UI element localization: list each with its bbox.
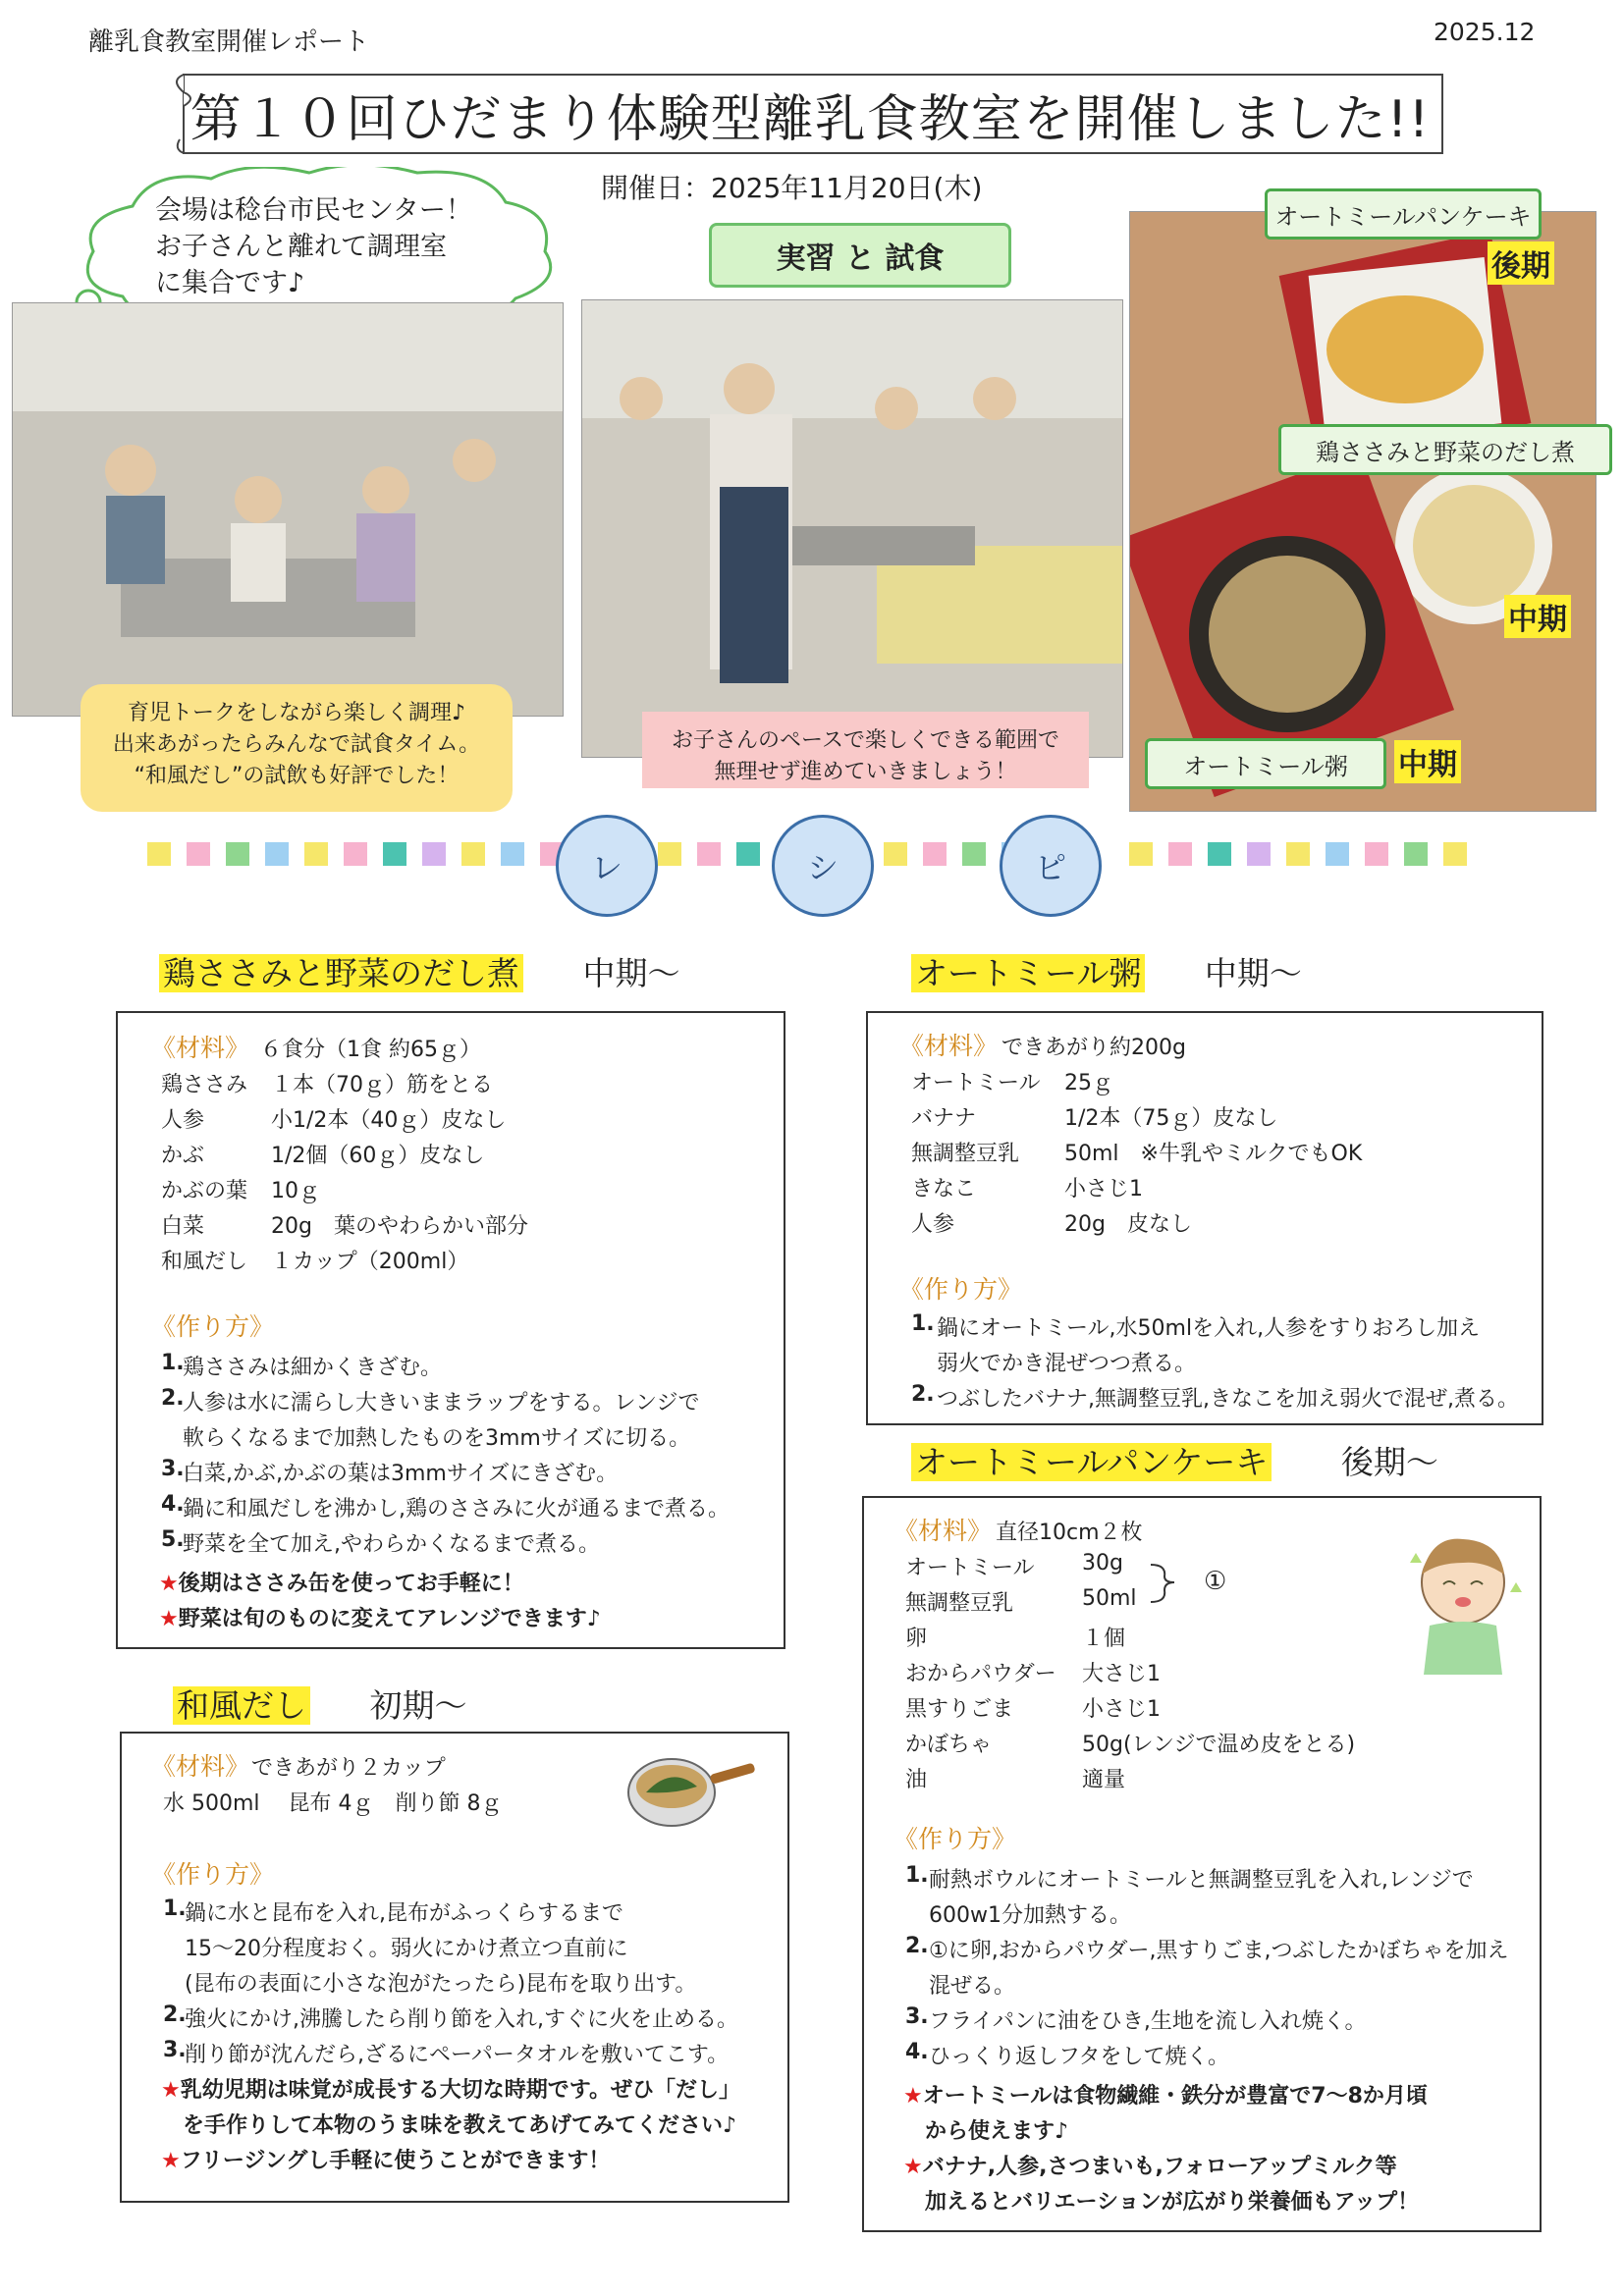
caption-yellow [81,684,513,812]
ingredient-name: かぼちゃ [905,1733,993,1757]
stage-dashini: 中期 [1504,595,1571,638]
caption-line: “和風だし”の試飲も好評でした！ [134,764,460,788]
recipe-a-heading [159,948,680,994]
ingredient-name: オートミール [911,1071,1041,1095]
tip [159,1567,524,1597]
ingredient-name: 油 [905,1768,928,1792]
ingredient-name: きなこ [911,1177,977,1201]
step-text: ひっくり返しフタをして焼く。 [929,2045,1230,2069]
step-number: 4. [161,1492,185,1517]
recipe-circle-shi: シ [772,815,874,917]
step-text: 削り節が沈んだら,ざるにペーパータオルを敷いてこす。 [185,2043,730,2067]
tip [161,2144,610,2174]
ingredient-qty: 小さじ1 [1064,1177,1143,1201]
step-text: フライパンに油をひき,生地を流し入れ焼く。 [929,2009,1367,2034]
star-icon: ★ [161,2149,181,2173]
recipe-d-materials-label: 《材料》 [893,1517,993,1545]
ingredient-name: 人参 [911,1212,955,1237]
ingredient-qty: 1/2本（75ｇ）皮なし [1064,1106,1278,1131]
step-number: 3. [163,2038,187,2062]
recipe-a-method-label: 《作り方》 [151,1312,275,1341]
bracket-mark: ① [1204,1567,1227,1596]
recipe-a-materials-label: 《材料》 [151,1034,250,1062]
tip [903,2150,1397,2180]
step-number: 2. [163,2002,187,2027]
ingredient-qty: 1/2個（60ｇ）皮なし [271,1144,485,1168]
ingredient-name: かぶ [161,1144,205,1168]
practice-label: 実習 と 試食 [709,223,1011,288]
star-icon: ★ [159,1572,179,1596]
star-icon: ★ [903,2084,923,2109]
star-icon: ★ [903,2155,923,2179]
caption-line: 出来あがったらみんなで試食タイム。 [112,732,481,757]
step-text: 人参は水に濡らし大きいままラップをする。レンジで [183,1391,700,1415]
step-text: ①に卵,おからパウダー,黒すりごま,つぶしたかぼちゃを加え [929,1939,1509,1963]
recipe-c-method-label: 《作り方》 [899,1275,1023,1304]
ingredient-qty: 50ml [1082,1586,1137,1611]
step-text: 耐熱ボウルにオートミールと無調整豆乳を入れ,レンジで [929,1868,1474,1893]
recipe-c-name: オートミール粥 [911,954,1145,992]
recipe-b-materials-label: 《材料》 [151,1752,250,1781]
recipe-a-box [116,1011,785,1649]
ingredient-qty: 50ml ※牛乳やミルクでもOK [1064,1142,1363,1166]
star-icon: ★ [159,1607,179,1631]
step-number: 3. [161,1457,185,1481]
step-number: 1. [905,1863,929,1888]
recipe-d-stage: 後期〜 [1340,1443,1438,1481]
tip [903,2079,1428,2109]
step-text: 鍋に和風だしを沸かし,鶏のささみに火が通るまで煮る。 [183,1497,730,1522]
tip-text: 加えるとバリエーションが広がり栄養価もアップ！ [925,2190,1420,2215]
cloud-line: に集合です♪ [155,268,305,298]
ingredient-qty: 20g 葉のやわらかい部分 [271,1214,528,1239]
cloud-text [155,192,509,301]
photo-dishes [1129,211,1597,812]
step-text: 白菜,かぶ,かぶの葉は3mmサイズにきざむ。 [183,1462,619,1486]
recipe-b-heading [173,1681,467,1727]
recipe-d-heading [911,1437,1438,1483]
tip-text: を手作りして本物のうま味を教えてあげてみてください♪ [183,2113,737,2138]
ingredient-qty: １本（70ｇ）筋をとる [271,1073,493,1097]
ingredient-qty: 小1/2本（40ｇ）皮なし [271,1108,507,1133]
caption-line: 無理せず進めていきましょう！ [714,760,1017,784]
ingredient-name: 無調整豆乳 [911,1142,1020,1166]
header-left: 離乳食教室開催レポート [88,27,370,57]
ingredient-name: 人参 [161,1108,205,1133]
step-text: つぶしたバナナ,無調整豆乳,きなこを加え弱火で混ぜ,煮る。 [937,1387,1519,1412]
recipe-b-materials-note: できあがり２カップ [251,1756,446,1781]
tip-text: 後期はささみ缶を使ってお手軽に！ [178,1572,524,1596]
tip-text: 野菜は旬のものに変えてアレンジできます♪ [178,1607,601,1631]
ingredient-qty: 20g 皮なし [1064,1212,1192,1237]
recipe-b-box [120,1732,789,2203]
caption-line: 育児トークをしながら楽しく調理♪ [127,701,466,725]
recipe-b-ingredients: 水 500ml 昆布 4ｇ 削り節 8ｇ [163,1791,503,1816]
ingredient-name: 無調整豆乳 [905,1591,1014,1616]
tip [161,2073,740,2104]
step-text: (昆布の表面に小さな泡がたったら)昆布を取り出す。 [185,1972,697,1997]
step-text: 15〜20分程度おく。弱火にかけ煮立つ直前に [185,1937,628,1961]
ingredient-qty: 50g(レンジで温め皮をとる) [1082,1733,1356,1757]
recipe-c-stage: 中期〜 [1204,954,1302,992]
step-number: 1. [163,1896,187,1921]
step-text: 鍋にオートミール,水50mlを入れ,人参をすりおろし加え [937,1316,1481,1341]
tag-pancake: オートミールパンケーキ [1265,188,1542,240]
recipe-d-method-label: 《作り方》 [893,1825,1017,1853]
step-text: 600w1分加熱する。 [929,1903,1131,1928]
recipe-d-materials-note: 直径10cm２枚 [996,1521,1143,1545]
step-text: 鍋に水と昆布を入れ,昆布がふっくらするまで [185,1901,623,1926]
ingredient-qty: 30g [1082,1551,1123,1575]
step-text: 野菜を全て加え,やわらかくなるまで煮る。 [183,1532,600,1557]
photo-practice [581,299,1123,758]
ingredient-qty: 適量 [1082,1768,1126,1792]
recipe-c-materials-note: できあがり約200g [1001,1036,1186,1060]
recipe-a-materials-note: ６食分（1食 約65ｇ） [260,1038,481,1062]
ingredient-name: かぶの葉 [161,1179,248,1203]
recipe-a-stage: 中期〜 [582,954,680,992]
ingredient-name: 卵 [905,1627,928,1651]
photo-placeholder [13,303,563,716]
dashi-pot-icon [623,1753,760,1842]
ingredient-qty: 小さじ1 [1082,1697,1161,1722]
recipe-c-heading [911,948,1302,994]
stage-pancake: 後期 [1488,241,1554,285]
step-text: 混ぜる。 [929,1974,1016,1999]
event-date: 開催日：2025年11月20日(木) [601,172,983,204]
photo-placeholder [1130,212,1596,811]
step-text: 強火にかけ,沸騰したら削り節を入れ,すぐに火を止める。 [185,2007,738,2032]
child-illustration-icon [1394,1523,1532,1681]
ingredient-name: オートミール [905,1556,1035,1580]
ingredient-qty: １カップ（200ml） [271,1250,469,1274]
tag-okayu: オートミール粥 [1145,738,1386,789]
header-date: 2025.12 [1434,18,1536,46]
recipe-b-name: 和風だし [173,1686,310,1725]
ingredient-qty: 25ｇ [1064,1071,1113,1095]
photo-placeholder [582,300,1122,757]
recipe-b-method-label: 《作り方》 [151,1860,275,1889]
recipe-d-name: オートミールパンケーキ [911,1443,1272,1481]
tag-dashini: 鶏ささみと野菜のだし煮 [1278,424,1612,475]
step-number: 2. [911,1382,935,1407]
bracket-icon [1149,1559,1198,1608]
recipe-a-name: 鶏ささみと野菜のだし煮 [159,954,523,992]
step-number: 1. [161,1351,185,1375]
recipe-circle-pi: ピ [1000,815,1102,917]
ingredient-qty: １個 [1082,1627,1126,1651]
step-number: 2. [161,1386,185,1411]
ingredient-name: 和風だし [161,1250,248,1274]
step-number: 2. [905,1934,929,1958]
ingredient-name: 白菜 [161,1214,205,1239]
page-title: 第１０回ひだまり体験型離乳食教室を開催しました!! [189,89,1431,149]
step-number: 1. [911,1311,935,1336]
cloud-line: お子さんと離れて調理室 [155,232,447,262]
tip-text: から使えます♪ [925,2119,1069,2144]
step-text: 鶏ささみは細かくきざむ。 [183,1356,443,1380]
caption-pink [642,712,1089,788]
recipe-circle-re: レ [556,815,658,917]
stage-okayu: 中期 [1394,740,1461,783]
star-icon: ★ [161,2078,181,2103]
cloud-line: 会場は稔台市民センター！ [155,195,472,226]
ingredient-qty: 10ｇ [271,1179,320,1203]
tip-text: フリージングし手軽に使うことができます！ [180,2149,611,2173]
tip [159,1602,601,1632]
recipe-d-box [862,1496,1542,2232]
caption-line: お子さんのペースで楽しくできる範囲で [672,728,1059,753]
ingredient-name: 黒すりごま [905,1697,1014,1722]
step-text: 軟らくなるまで加熱したものを3mmサイズに切る。 [183,1426,691,1451]
photo-cooking-room [12,302,564,717]
step-number: 3. [905,2004,929,2029]
tip-text: 乳幼児期は味覚が成長する大切な時期です。ぜひ「だし」 [180,2078,740,2103]
recipe-b-stage: 初期〜 [369,1686,467,1725]
ingredient-name: おからパウダー [905,1662,1056,1686]
ingredient-qty: 大さじ1 [1082,1662,1161,1686]
tip-text: オートミールは食物繊維・鉄分が豊富で7〜8か月頃 [922,2084,1428,2109]
ingredient-name: 鶏ささみ [161,1073,248,1097]
step-text: 弱火でかき混ぜつつ煮る。 [937,1352,1197,1376]
recipe-c-materials-label: 《材料》 [899,1032,999,1060]
recipe-c-box [866,1011,1543,1425]
step-number: 4. [905,2040,929,2064]
tip-text: バナナ,人参,さつまいも,フォローアップミルク等 [922,2155,1397,2179]
ingredient-name: バナナ [911,1106,977,1131]
step-number: 5. [161,1527,185,1552]
